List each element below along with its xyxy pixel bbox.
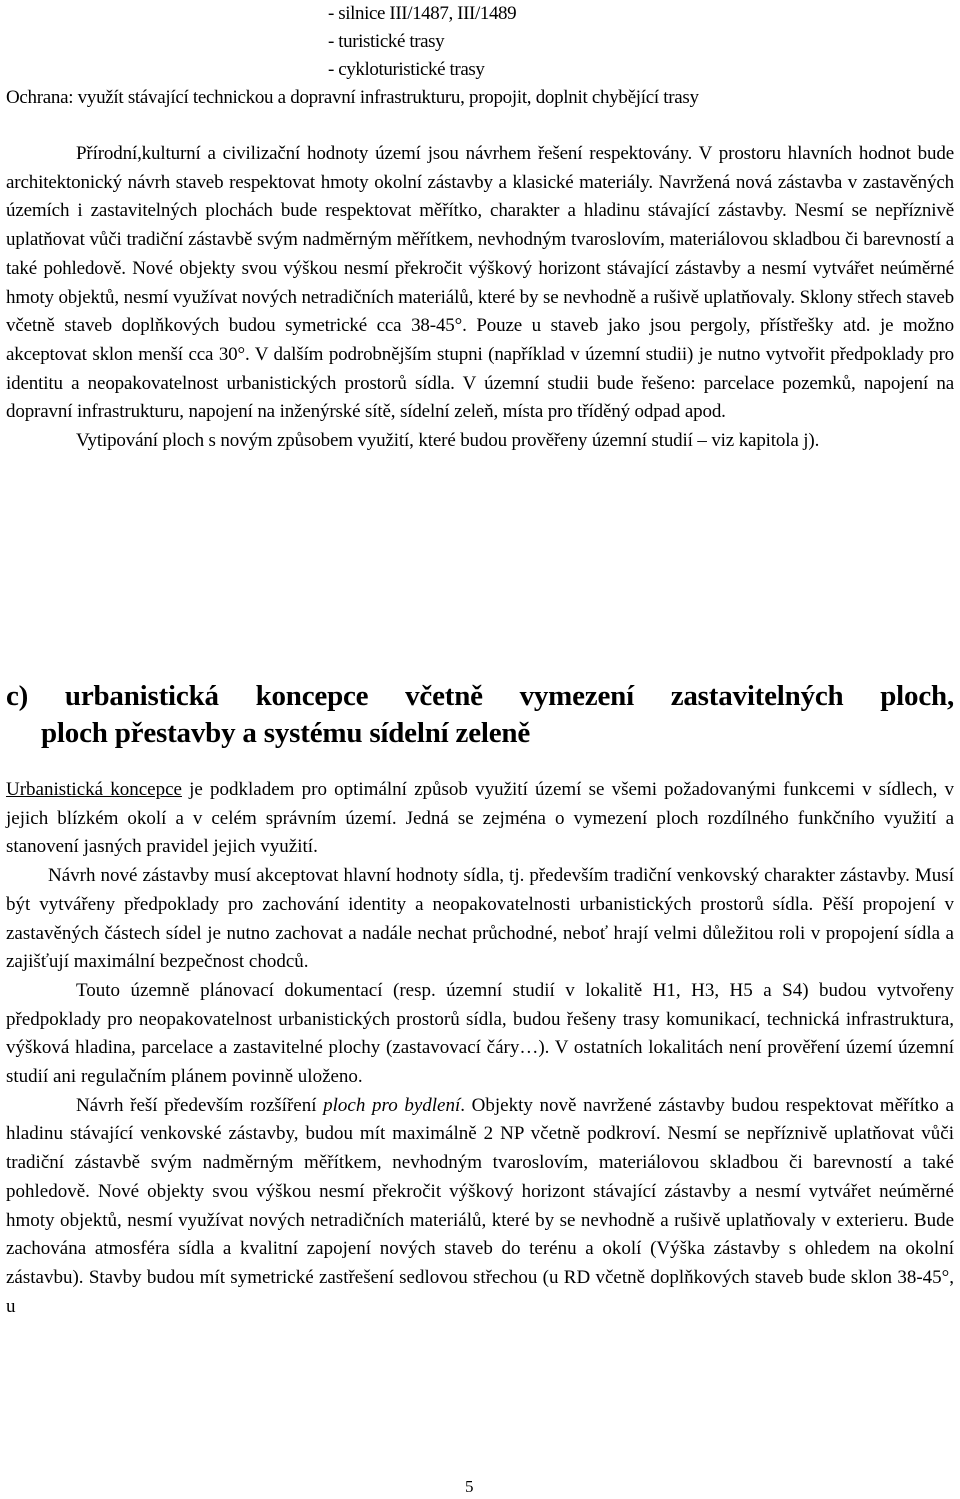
page-number: 5: [465, 1477, 474, 1496]
protection-note: Ochrana: využít stávající technickou a dopravní infrastrukturu, propojit, doplnit chybějící trasy: [6, 87, 699, 108]
new-development-text: Návrh nové zástavby musí akceptovat hlavní hodnoty sídla, tj. především tradiční venkovský charakter zástavby. Musí být vytvářeny předpoklady pro zachování identity a neopakovatelnosti urbanistických prostorů sídla. Pěší propojení v zastavěných částech sídel je nutno zachovat a nadále nechat průchodné, neboť hrají velmi důležitou roli v propojení sídla a zajišťují maximální bezpečnost chodců.: [6, 865, 954, 973]
concept-text: je podkladem pro optimální způsob využití území se všemi požadovanými funkcemi v sídlech, v jejich blízkém okolí a v celém správním území. Jedná se zejména o vymezení ploch rozdílného funkčního využití a stanovení jasných pravidel jejich využití.: [6, 779, 955, 858]
list-item: - turistické trasy: [328, 31, 445, 52]
values-text: Přírodní,kulturní a civilizační hodnoty území jsou návrhem řešení respektovány. V prostoru hlavních hodnot bude architektonický návrh staveb respektovat hmoty okolní zástavby a klasické materiály. Navržená nová zástavba v zastavěných územích i zastavitelných plochách bude respektovat měřítko, charakter a hladinu stávající zástavby. Nesmí se nepříznivě uplatňovat vůči tradiční zástavbě svým nadměrným měřítkem, nevhodným tvaroslovím, materiálovou skladbou či barevností a také pohledově. Nové objekty svou výškou nesmí překročit výškový horizont stávající zástavby a nesmí vytvářet neúměrné hmoty objektů, nesmí využívat nových netradičních materiálů, které by se nevhodně a rušivě uplatňovaly. Sklony střech staveb včetně staveb doplňkových budou symetrické cca 38-45°. Pouze u staveb jako jsou pergoly, přístřešky atd. je možno akceptovat sklon menší cca 30°. V dalším podrobnějším stupni (například v územní studii) je nutno vytvořit předpoklady pro identitu a neopakovatelnost urbanistických prostorů sídla. V územní studii bude řešeno: parcelace pozemků, napojení na dopravní infrastrukturu, napojení na inženýrské sítě, sídelní zeleň, místa pro tříděný odpad apod.: [6, 143, 954, 423]
values-paragraph: [6, 140, 954, 427]
concept-paragraph: [6, 776, 954, 862]
heading-line-2: ploch přestavby a systému sídelní zeleně: [41, 717, 531, 749]
new-development-paragraph: [6, 862, 954, 977]
areas-text: Vytipování ploch s novým způsobem využití, které budou prověřeny územní studií – viz kapitola j).: [76, 430, 820, 452]
documentation-text: Touto územně plánovací dokumentací (resp. územní studií v lokalitě H1, H3, H5 a S4) budou vytvořeny předpoklady pro neopakovatelnost urbanistických prostorů sídla, budou řešeny trasy komunikací, technická infrastruktura, výšková hladina, parcelace a zastavitelné plochy (zastavovací čáry…). V ostatních lokalitách není prověření území územní studií ani regulačním plánem povinně uloženo.: [6, 979, 954, 1088]
list-item: - cykloturistické trasy: [328, 59, 485, 80]
areas-paragraph: [6, 427, 954, 456]
heading-line-1: c) urbanistická koncepce včetně vymezení zastavitelných ploch,: [6, 680, 954, 712]
concept-lead: Urbanistická koncepce: [6, 779, 182, 800]
housing-text-a: Návrh řeší především rozšíření: [76, 1094, 324, 1116]
list-item: - silnice III/1487, III/1489: [328, 3, 517, 24]
values-section: [6, 140, 954, 456]
documentation-paragraph: [6, 977, 954, 1092]
housing-paragraph: [6, 1092, 954, 1322]
concept-section: [6, 776, 954, 1321]
section-heading: [6, 678, 954, 752]
housing-text-b: . Objekty nově navržené zástavby budou respektovat měřítko a hladinu stávající venkovské zástavby, budou mít maximálně 2 NP včetně podkroví. Nesmí se nepříznivě uplatňovat vůči tradiční zástavbě svým nadměrným měřítkem, nevhodným tvaroslovím, materiálovou skladbou či barevností a také pohledově. Nové objekty svou výškou nesmí překročit výškový horizont stávající zástavby a nesmí vytvářet neúměrné hmoty objektů, nesmí využívat nových netradičních materiálů, které by se nevhodně a rušivě uplatňovaly v exterieru. Bude zachována atmosféra sídla a kvalitní zapojení nových staveb do terénu a okolí (Výška zástavby s ohledem na okolní zástavbu). Stavby budou mít symetrické zastřešení sedlovou střechou (u RD včetně doplňkových staveb bude sklon 38-45°, u: [6, 1094, 954, 1317]
housing-emphasis: ploch pro bydlení: [323, 1094, 461, 1116]
